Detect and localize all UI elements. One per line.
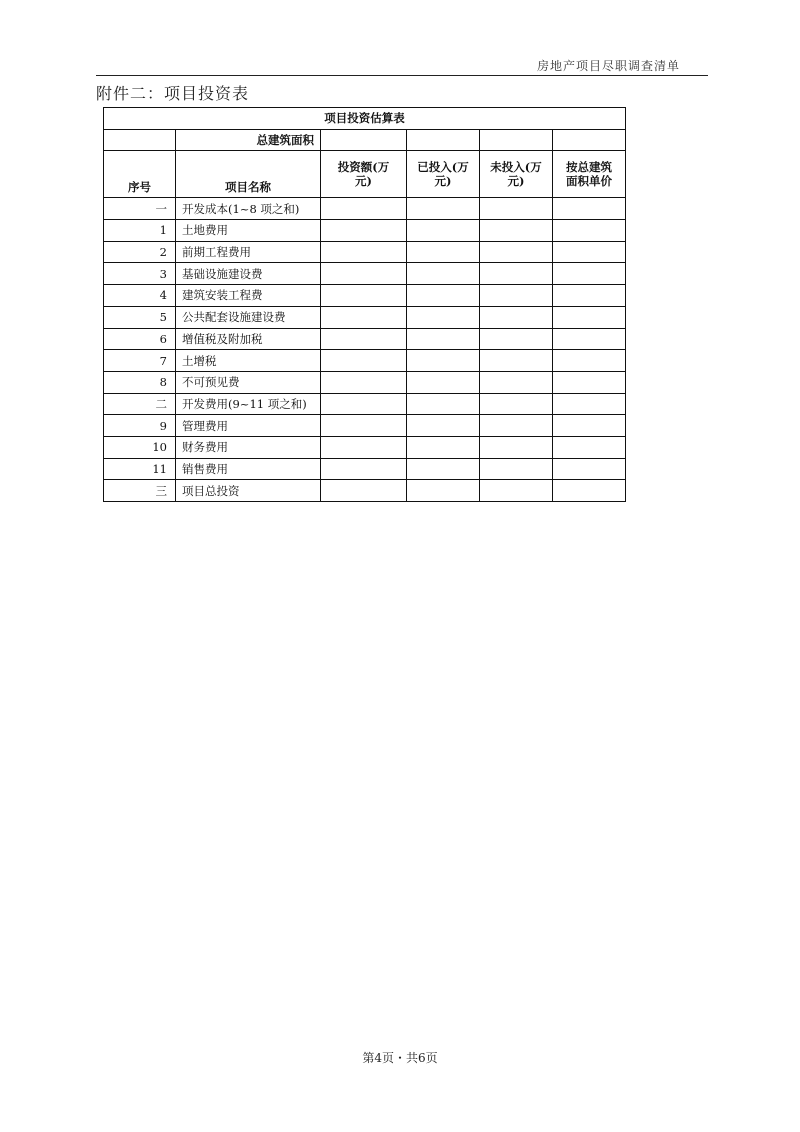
remaining-cell <box>480 371 553 393</box>
invested-cell <box>407 371 480 393</box>
col-header-invest-line2: 元) <box>355 174 372 189</box>
col-header-remaining <box>480 151 553 198</box>
invest-amount-cell <box>321 350 407 372</box>
row-item-name: 开发成本(1~8 项之和) <box>176 198 321 220</box>
remaining-cell <box>480 198 553 220</box>
unit-price-cell <box>553 306 626 328</box>
table-row <box>104 458 626 480</box>
table-row <box>104 436 626 458</box>
invest-amount-cell <box>321 241 407 263</box>
invest-amount-cell <box>321 328 407 350</box>
area-blank-cell <box>104 129 176 151</box>
col-header-invest-line1: 投资额(万 <box>337 160 390 175</box>
col-header-remaining-line2: 元) <box>507 174 525 189</box>
invested-cell <box>407 436 480 458</box>
col-header-seq: 序号 <box>104 151 176 198</box>
area-blank-cell <box>407 129 480 151</box>
row-item-name: 前期工程费用 <box>176 241 321 263</box>
invested-cell <box>407 458 480 480</box>
row-seq: 1 <box>104 220 176 242</box>
row-item-name: 项目总投资 <box>176 480 321 502</box>
unit-price-cell <box>553 350 626 372</box>
remaining-cell <box>480 241 553 263</box>
table-row <box>104 285 626 307</box>
table-row <box>104 371 626 393</box>
table-caption: 项目投资估算表 <box>104 108 626 130</box>
row-seq: 6 <box>104 328 176 350</box>
area-blank-cell <box>553 129 626 151</box>
attachment-title: 附件二：项目投资表 <box>96 84 250 103</box>
table-row <box>104 198 626 220</box>
table-caption-row <box>104 108 626 130</box>
col-header-unit-line2: 面积单价 <box>566 174 613 189</box>
row-seq: 4 <box>104 285 176 307</box>
invest-amount-cell <box>321 371 407 393</box>
total-area-label: 总建筑面积 <box>176 129 321 151</box>
col-header-remaining-line1: 未投入(万 <box>490 160 542 175</box>
col-header-unit-line1: 按总建筑 <box>566 160 613 175</box>
invested-cell <box>407 480 480 502</box>
unit-price-cell <box>553 480 626 502</box>
row-seq: 3 <box>104 263 176 285</box>
remaining-cell <box>480 263 553 285</box>
remaining-cell <box>480 220 553 242</box>
remaining-cell <box>480 285 553 307</box>
row-seq: 9 <box>104 415 176 437</box>
area-blank-cell <box>480 129 553 151</box>
row-item-name: 开发费用(9~11 项之和) <box>176 393 321 415</box>
unit-price-cell <box>553 415 626 437</box>
invest-amount-cell <box>321 415 407 437</box>
remaining-cell <box>480 350 553 372</box>
invest-amount-cell <box>321 220 407 242</box>
unit-price-cell <box>553 328 626 350</box>
invested-cell <box>407 393 480 415</box>
row-seq: 三 <box>104 480 176 502</box>
col-header-name: 项目名称 <box>176 151 321 198</box>
row-seq: 一 <box>104 198 176 220</box>
row-item-name: 销售费用 <box>176 458 321 480</box>
invest-amount-cell <box>321 458 407 480</box>
invested-cell <box>407 285 480 307</box>
row-item-name: 公共配套设施建设费 <box>176 306 321 328</box>
invested-cell <box>407 198 480 220</box>
investment-estimate-table <box>103 107 626 502</box>
row-item-name: 增值税及附加税 <box>176 328 321 350</box>
remaining-cell <box>480 436 553 458</box>
invest-amount-cell <box>321 436 407 458</box>
table-row <box>104 350 626 372</box>
unit-price-cell <box>553 198 626 220</box>
table-row <box>104 328 626 350</box>
unit-price-cell <box>553 220 626 242</box>
table-row <box>104 480 626 502</box>
invested-cell <box>407 241 480 263</box>
row-seq: 5 <box>104 306 176 328</box>
invested-cell <box>407 415 480 437</box>
remaining-cell <box>480 458 553 480</box>
invested-cell <box>407 306 480 328</box>
remaining-cell <box>480 306 553 328</box>
unit-price-cell <box>553 285 626 307</box>
document-header-title: 房地产项目尽职调查清单 <box>536 59 680 73</box>
row-item-name: 不可预见费 <box>176 371 321 393</box>
invest-amount-cell <box>321 393 407 415</box>
unit-price-cell <box>553 458 626 480</box>
table-row <box>104 393 626 415</box>
row-item-name: 土地费用 <box>176 220 321 242</box>
invest-amount-cell <box>321 480 407 502</box>
col-header-invested-line1: 已投入(万 <box>417 160 469 175</box>
row-seq: 10 <box>104 436 176 458</box>
invested-cell <box>407 263 480 285</box>
col-header-unit-price <box>553 151 626 198</box>
row-item-name: 土增税 <box>176 350 321 372</box>
row-item-name: 管理费用 <box>176 415 321 437</box>
table-row <box>104 306 626 328</box>
remaining-cell <box>480 415 553 437</box>
unit-price-cell <box>553 393 626 415</box>
area-value-cell <box>321 129 407 151</box>
unit-price-cell <box>553 263 626 285</box>
unit-price-cell <box>553 371 626 393</box>
row-seq: 2 <box>104 241 176 263</box>
invest-amount-cell <box>321 198 407 220</box>
row-item-name: 基础设施建设费 <box>176 263 321 285</box>
invest-amount-cell <box>321 263 407 285</box>
col-header-invested-line2: 元) <box>434 174 452 189</box>
row-seq: 8 <box>104 371 176 393</box>
column-header-row <box>104 151 626 198</box>
page-number: 第4页・共6页 <box>362 1051 438 1065</box>
unit-price-cell <box>553 436 626 458</box>
table-row <box>104 263 626 285</box>
row-seq: 二 <box>104 393 176 415</box>
header-divider <box>96 75 708 76</box>
row-seq: 7 <box>104 350 176 372</box>
invested-cell <box>407 328 480 350</box>
row-item-name: 财务费用 <box>176 436 321 458</box>
invested-cell <box>407 220 480 242</box>
col-header-invested <box>407 151 480 198</box>
remaining-cell <box>480 393 553 415</box>
row-item-name: 建筑安装工程费 <box>176 285 321 307</box>
table-row <box>104 241 626 263</box>
invested-cell <box>407 350 480 372</box>
area-row <box>104 129 626 151</box>
table-row <box>104 415 626 437</box>
remaining-cell <box>480 328 553 350</box>
row-seq: 11 <box>104 458 176 480</box>
remaining-cell <box>480 480 553 502</box>
unit-price-cell <box>553 241 626 263</box>
table-row <box>104 220 626 242</box>
invest-amount-cell <box>321 306 407 328</box>
col-header-invest <box>321 151 407 198</box>
invest-amount-cell <box>321 285 407 307</box>
